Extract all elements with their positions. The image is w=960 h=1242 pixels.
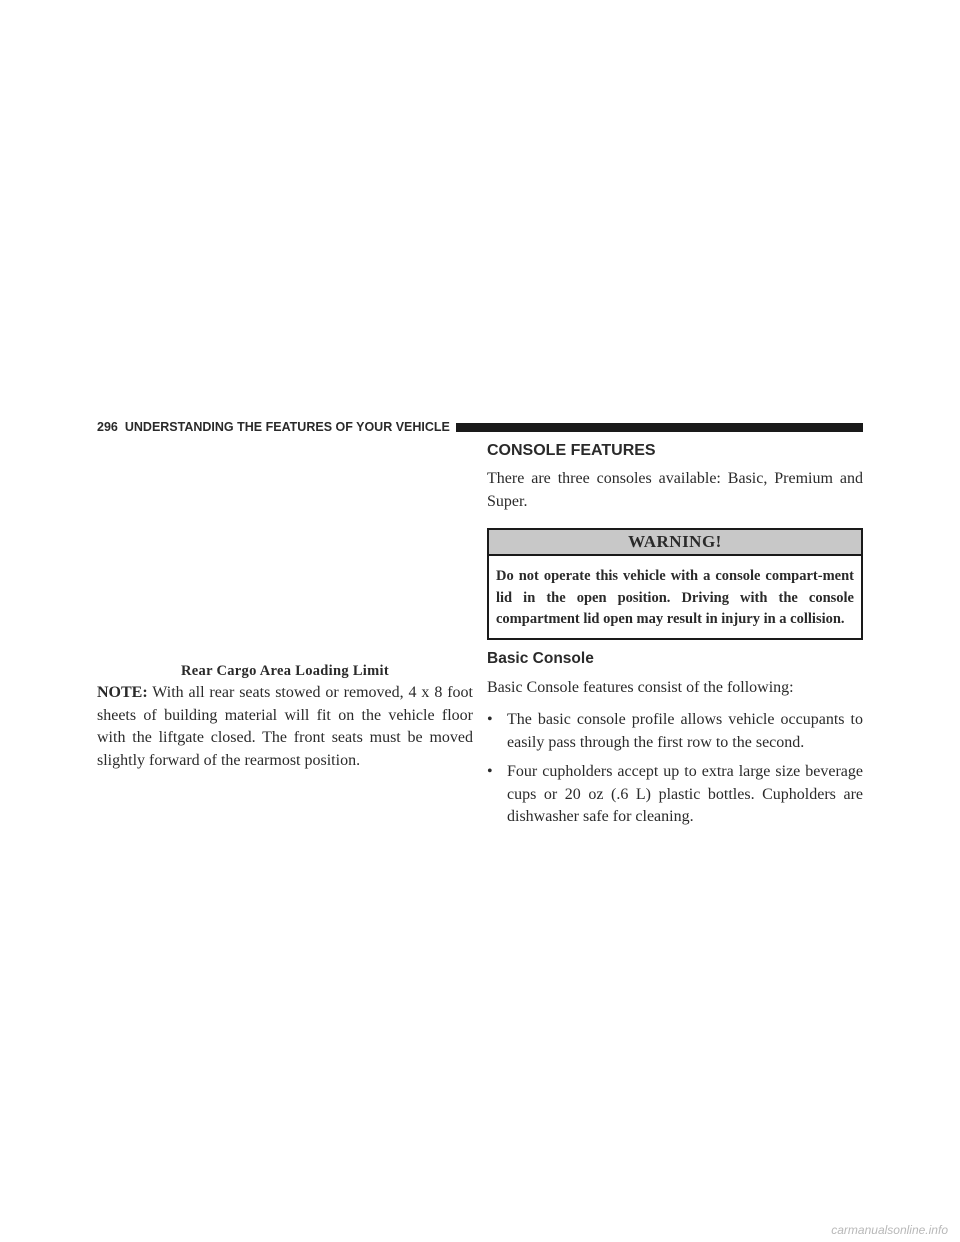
bullet-icon: • — [487, 763, 493, 780]
chapter-title: UNDERSTANDING THE FEATURES OF YOUR VEHICLE — [124, 420, 450, 434]
list-item-text: Four cupholders accept up to extra large size beverage cups or 20 oz (.6 L) plastic bottles. Cupholders are dishwasher safe for cleaning. — [507, 763, 863, 825]
left-column — [97, 436, 473, 772]
figure-placeholder — [97, 436, 473, 660]
note-label: NOTE: — [97, 684, 148, 701]
list-item-text: The basic console profile allows vehicle occupants to easily pass through the first row to the second. — [507, 711, 863, 751]
warning-title: WARNING! — [489, 530, 861, 556]
note-paragraph — [97, 682, 473, 772]
warning-body: Do not operate this vehicle with a console compart-ment lid in the open position. Driving with the console compartment lid open may result in injury in a collision. — [496, 568, 854, 627]
figure-caption: Rear Cargo Area Loading Limit — [181, 663, 389, 679]
list-item — [487, 709, 863, 754]
page-header — [97, 418, 863, 436]
watermark: carmanualsonline.info — [831, 1223, 948, 1237]
list-item — [487, 761, 863, 829]
page-number: 296 — [97, 420, 118, 434]
feature-list — [487, 709, 863, 829]
right-column — [487, 436, 863, 836]
sub-intro-paragraph: Basic Console features consist of the following: — [487, 678, 794, 696]
intro-paragraph: There are three consoles available: Basic, Premium and Super. — [487, 470, 863, 510]
note-text: With all rear seats stowed or removed, 4 x 8 foot sheets of building material will fit on the vehicle floor with the liftgate closed. The front seats must be moved slightly forward of the rearmost position. — [97, 684, 473, 769]
section-title: CONSOLE FEATURES — [487, 442, 656, 459]
header-rule — [456, 423, 863, 432]
subsection-title: Basic Console — [487, 649, 594, 667]
bullet-icon: • — [487, 711, 493, 728]
warning-box — [487, 528, 863, 640]
